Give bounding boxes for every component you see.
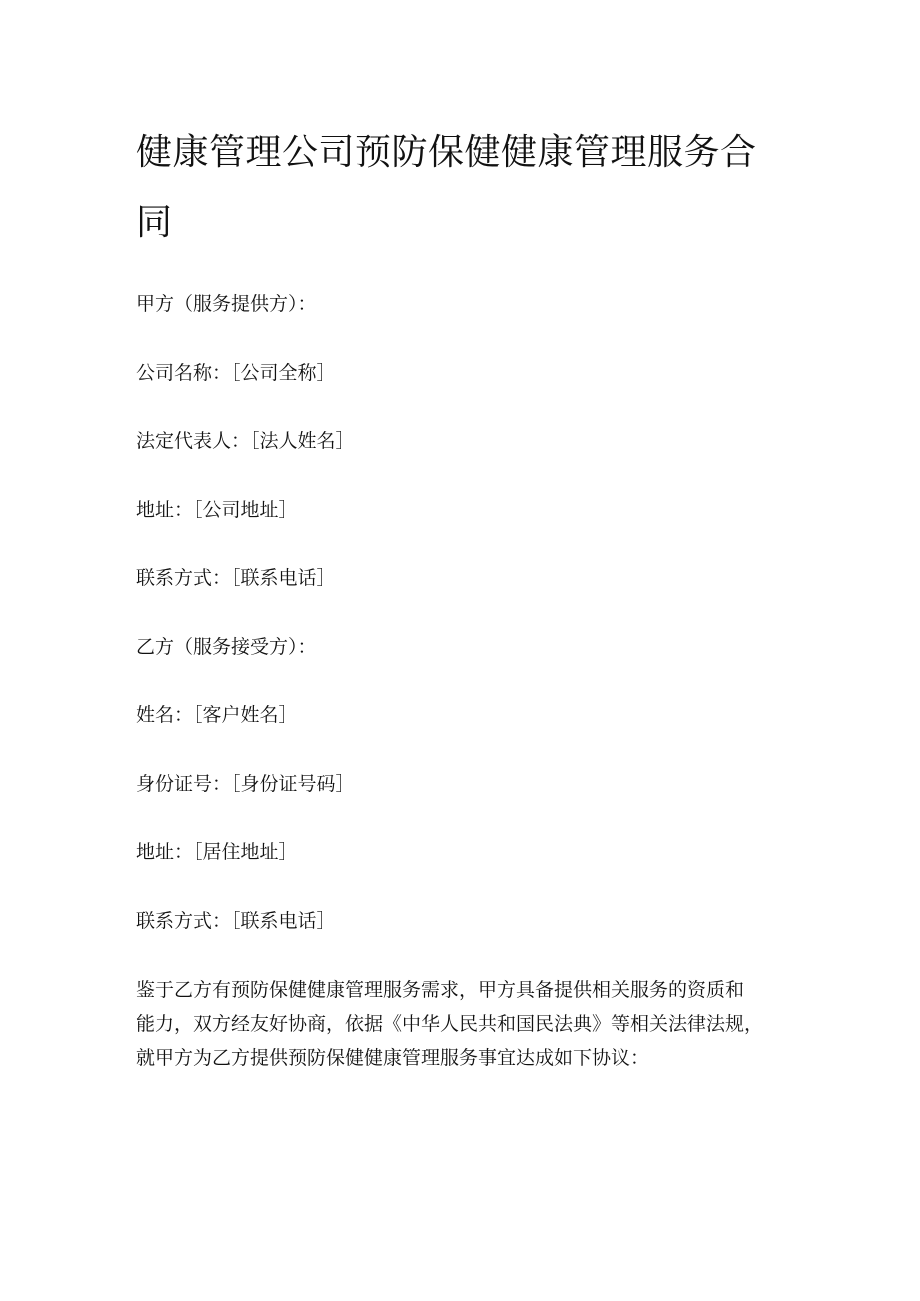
party-a-legal-representative: 法定代表人：［法人姓名］ [136, 430, 355, 452]
party-a-company-name: 公司名称：［公司全称］ [136, 362, 336, 384]
party-b-id-number: 身份证号：［身份证号码］ [136, 773, 355, 795]
party-a-address: 地址：［公司地址］ [136, 499, 298, 521]
party-a-contact: 联系方式：［联系电话］ [136, 567, 336, 589]
party-b-contact: 联系方式：［联系电话］ [136, 910, 336, 932]
document-title: 健康管理公司预防保健健康管理服务合同 [136, 132, 757, 243]
preamble-line: 就甲方为乙方提供预防保健健康管理服务事宜达成如下协议： [136, 1047, 650, 1069]
party-b-address: 地址：［居住地址］ [136, 841, 298, 863]
party-a-heading: 甲方（服务提供方）： [136, 293, 317, 315]
party-b-name: 姓名：［客户姓名］ [136, 704, 298, 726]
preamble-paragraph [136, 973, 804, 1075]
preamble-line: 能力，双方经友好协商，依据《中华人民共和国民法典》等相关法律法规， [136, 1013, 764, 1035]
preamble-line: 鉴于乙方有预防保健健康管理服务需求，甲方具备提供相关服务的资质和 [136, 979, 745, 1001]
party-b-heading: 乙方（服务接受方）： [136, 636, 317, 658]
